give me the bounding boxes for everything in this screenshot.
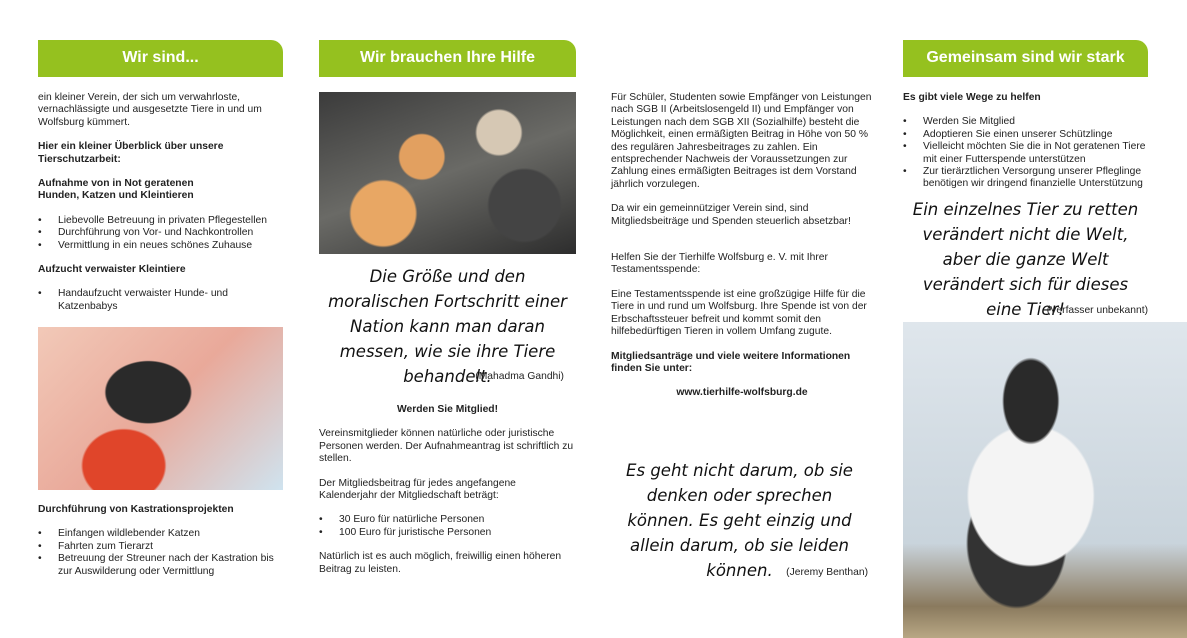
list-item: • Liebevolle Betreuung in privaten Pflegestellen bbox=[38, 215, 283, 227]
kitten-bottle-photo bbox=[38, 327, 283, 490]
list-item: • Einfangen wildlebender Katzen bbox=[38, 528, 283, 540]
overview-heading: Hier ein kleiner Überblick über unsere Tierschutzarbeit: bbox=[38, 141, 224, 165]
column-4-text bbox=[903, 92, 1153, 203]
list bbox=[38, 215, 283, 252]
header-hilfe: Wir brauchen Ihre Hilfe bbox=[319, 40, 576, 77]
column-1-text bbox=[38, 92, 283, 325]
cat-photo bbox=[903, 322, 1187, 638]
list-item: • Zur tierärztlichen Versorgung unserer Pfleglinge benötigen wir dringend finanzielle Unterstützung bbox=[903, 166, 1153, 191]
list-item: • Werden Sie Mitglied bbox=[903, 116, 1153, 128]
list-item: • Betreuung der Streuner nach der Kastration bis zur Auswilderung oder Vermittlung bbox=[38, 553, 283, 578]
section-heading: Durchführung von Kastrationsprojekten bbox=[38, 504, 234, 515]
section-heading: Es gibt viele Wege zu helfen bbox=[903, 92, 1041, 103]
quote-source: (Jeremy Benthan) bbox=[786, 567, 868, 578]
paragraph: Der Mitgliedsbeitrag für jedes angefangene Kalenderjahr der Mitgliedschaft beträgt: bbox=[319, 477, 516, 502]
header-gemeinsam: Gemeinsam sind wir stark bbox=[903, 40, 1148, 77]
unknown-author-quote: Ein einzelnes Tier zu retten verändert nicht die Welt, aber die ganze Welt verändert sich für dieses eine Tier! bbox=[912, 200, 1139, 319]
paragraph: Für Schüler, Studenten sowie Empfänger von Leistungen nach SGB II (Arbeitslosengeld II) und Empfänger von Leistungen nach dem SGB XII (Sozialhilfe) besteht die Möglichkeit, einen ermäßigten Beitrag in Höhe von 50 % des regulären Jahresbeitrages zu zahlen. Ein entsprechender Nachweis der Voraussetzungen zur Zahlung eines ermäßigten Beitrages ist dem Vorstand jährlich vorzulegen. bbox=[611, 92, 872, 190]
column-3-text bbox=[611, 92, 873, 412]
paragraph: Vereinsmitglieder können natürliche oder juristische Personen werden. Der Aufnahmeantrag ist schriftlich zu stellen. bbox=[319, 428, 574, 465]
paragraph: Natürlich ist es auch möglich, freiwillig einen höheren Beitrag zu leisten. bbox=[319, 551, 562, 575]
list-item: • Handaufzucht verwaister Hunde- und Katzenbabys bbox=[38, 288, 228, 313]
gandhi-quote: Die Größe und den moralischen Fortschritt einer Nation kann man daran messen, wie sie ihre Tiere behandelt. bbox=[328, 267, 567, 386]
list-item: • 100 Euro für juristische Personen bbox=[319, 527, 576, 539]
list-item: • Adoptieren Sie einen unserer Schützlinge bbox=[903, 129, 1153, 141]
paragraph: Da wir ein gemeinnütziger Verein sind, sind Mitgliedsbeiträge und Spenden steuerlich absetzbar! bbox=[611, 203, 851, 227]
paragraph: Helfen Sie der Tierhilfe Wolfsburg e. V. mit Ihrer Testamentsspende: bbox=[611, 252, 828, 276]
list-item: • Durchführung von Vor- und Nachkontrollen bbox=[38, 227, 283, 239]
header-wir-sind: Wir sind... bbox=[38, 40, 283, 77]
kittens-box-photo bbox=[319, 92, 576, 254]
column-2-text bbox=[319, 404, 576, 588]
list-item: • 30 Euro für natürliche Personen bbox=[319, 514, 576, 526]
list-item: • Fahrten zum Tierarzt bbox=[38, 541, 283, 553]
member-heading: Werden Sie Mitglied! bbox=[396, 404, 499, 415]
column-1-bottom bbox=[38, 504, 283, 590]
list-item: • Vermittlung in ein neues schönes Zuhause bbox=[38, 240, 283, 252]
bentham-quote: Es geht nicht darum, ob sie denken oder sprechen können. Es geht einzig und allein darum, ob sie leiden können. bbox=[626, 461, 853, 580]
section-heading: Aufnahme von in Not geratenen Hunden, Katzen und Kleintieren bbox=[38, 178, 194, 202]
intro-text: ein kleiner Verein, der sich um verwahrloste, vernachlässigte und ausgesetzte Tiere in und um Wolfsburg kümmert. bbox=[38, 92, 262, 128]
paragraph: Eine Testamentsspende ist eine großzügige Hilfe für die Tiere in und rund um Wolfsburg. Ihre Spende ist von der Erbschaftssteuer befreit und kommt somit den hilfebedürftigen Tieren in vollem Umfang zugute. bbox=[611, 288, 867, 338]
website-link[interactable]: www.tierhilfe-wolfsburg.de bbox=[676, 387, 808, 399]
list-item: • Vielleicht möchten Sie die in Not geratenen Tiere mit einer Futterspende unterstützen bbox=[903, 141, 1153, 166]
info-text: Mitgliedsanträge und viele weitere Informationen finden Sie unter: bbox=[611, 350, 851, 374]
section-heading: Aufzucht verwaister Kleintiere bbox=[38, 264, 186, 276]
quote-source: (Mahadma Gandhi) bbox=[475, 371, 564, 382]
quote-source: (Verfasser unbekannt) bbox=[1046, 305, 1148, 316]
